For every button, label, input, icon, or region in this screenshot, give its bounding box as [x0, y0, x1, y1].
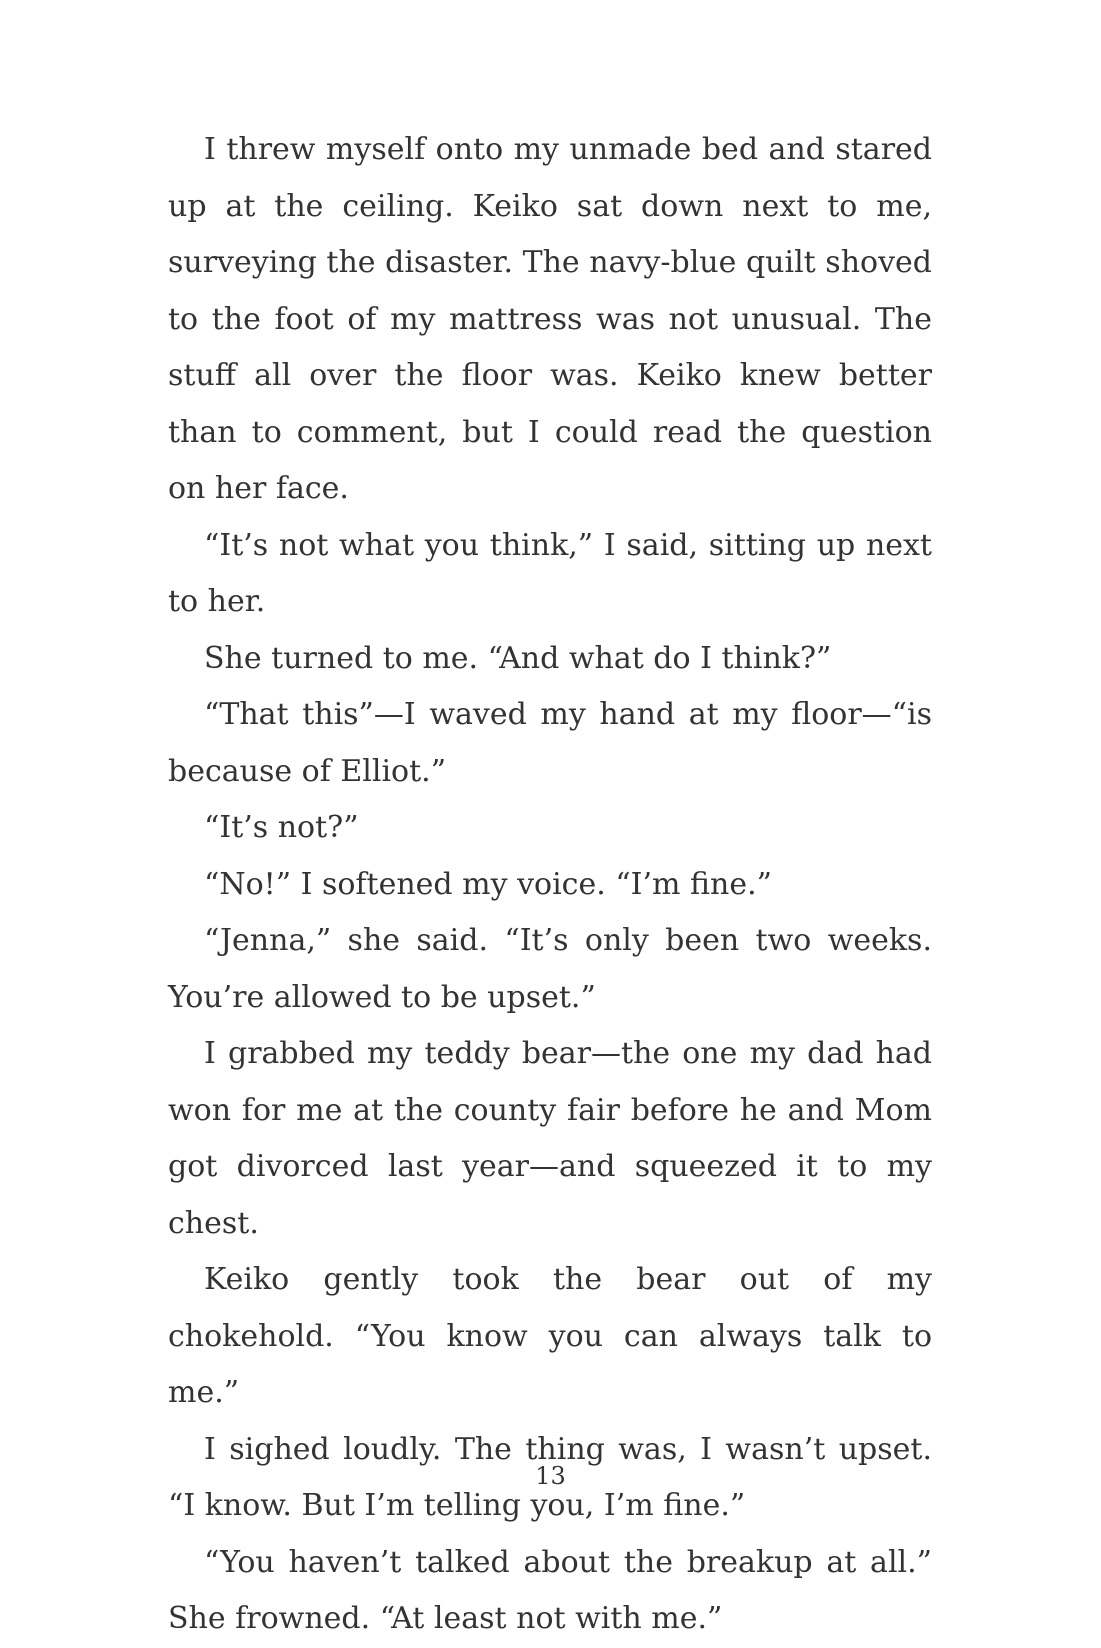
paragraph: “It’s not what you think,” I said, sitting up next to her.: [168, 527, 932, 619]
paragraph: “That this”—I waved my hand at my floor—“is because of Elliot.”: [168, 697, 932, 789]
paragraph: I grabbed my teddy bear—the one my dad had won for me at the county fair before he and Mom got divorced last year—and squeezed it to my chest.: [168, 1036, 932, 1241]
body-text: [168, 122, 932, 1648]
paragraph: She turned to me. “And what do I think?”: [204, 640, 832, 676]
paragraph: “Jenna,” she said. “It’s only been two weeks. You’re allowed to be upset.”: [168, 923, 932, 1015]
paragraph: Keiko gently took the bear out of my chokehold. “You know you can always talk to me.”: [168, 1262, 932, 1410]
paragraph: I threw myself onto my unmade bed and stared up at the ceiling. Keiko sat down next to me, surveying the disaster. The navy-blue quilt shoved to the foot of my mattress was not unusual. The stuff all over the floor was. Keiko knew better than to comment, but I could read the question on her face.: [168, 132, 932, 506]
paragraph: “You haven’t talked about the breakup at all.” She frowned. “At least not with me.”: [168, 1544, 932, 1636]
page-number: 13: [535, 1462, 566, 1490]
paragraph: I sighed loudly. The thing was, I wasn’t upset. “I know. But I’m telling you, I’m fine.”: [168, 1431, 932, 1523]
paragraph: “It’s not?”: [204, 810, 359, 845]
paragraph: “No!” I softened my voice. “I’m fine.”: [204, 866, 772, 902]
